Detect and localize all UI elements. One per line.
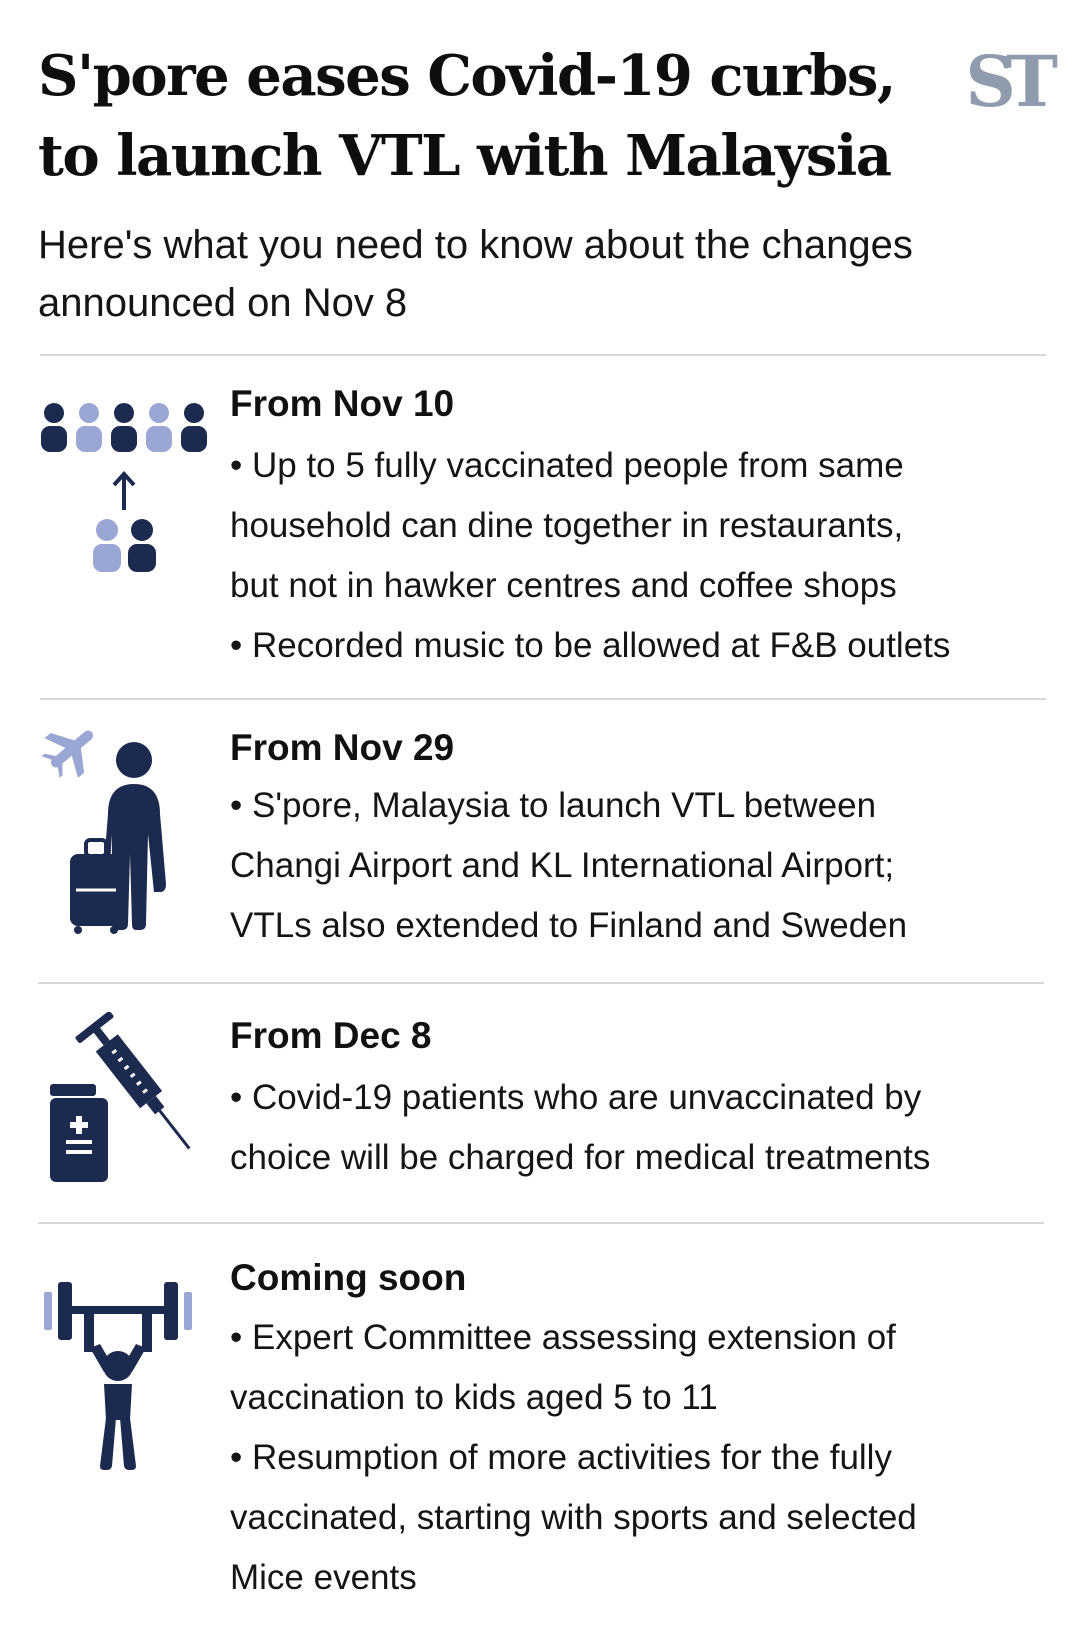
bullet-item: • Recorded music to be allowed at F&B outlets: [230, 626, 951, 665]
page-subtitle: Here's what you need to know about the changes announced on Nov 8: [38, 223, 913, 325]
group-dining-icon: [38, 400, 208, 580]
header: [38, 36, 1048, 332]
bullet-item: • Expert Committee assessing extension of vaccination to kids aged 5 to 11: [230, 1318, 896, 1417]
syringe-vial-icon: [50, 1012, 220, 1182]
section-title: Coming soon: [230, 1257, 467, 1298]
divider: [40, 354, 1046, 356]
bullet-item: • Resumption of more activities for the fully vaccinated, starting with sports and selected Mice events: [230, 1438, 917, 1597]
bullet-item: • Covid-19 patients who are unvaccinated by choice will be charged for medical treatments: [230, 1078, 931, 1177]
section-title: From Dec 8: [230, 1015, 432, 1056]
traveller-icon: [42, 724, 182, 934]
bullet-item: • Up to 5 fully vaccinated people from same household can dine together in restaurants, but not in hawker centres and coffee shops: [230, 446, 904, 605]
section-title: From Nov 10: [230, 383, 455, 424]
weightlifter-icon: [44, 1280, 204, 1470]
page-title: S'pore eases Covid-19 curbs, to launch VTL with Malaysia: [38, 43, 895, 189]
divider: [38, 1222, 1044, 1224]
divider: [38, 982, 1044, 984]
st-logo: ST: [965, 40, 1048, 123]
section-title: From Nov 29: [230, 727, 455, 768]
bullet-item: • S'pore, Malaysia to launch VTL between Changi Airport and KL International Airport; VTLs also extended to Finland and Sweden: [230, 786, 908, 945]
divider: [40, 698, 1046, 700]
